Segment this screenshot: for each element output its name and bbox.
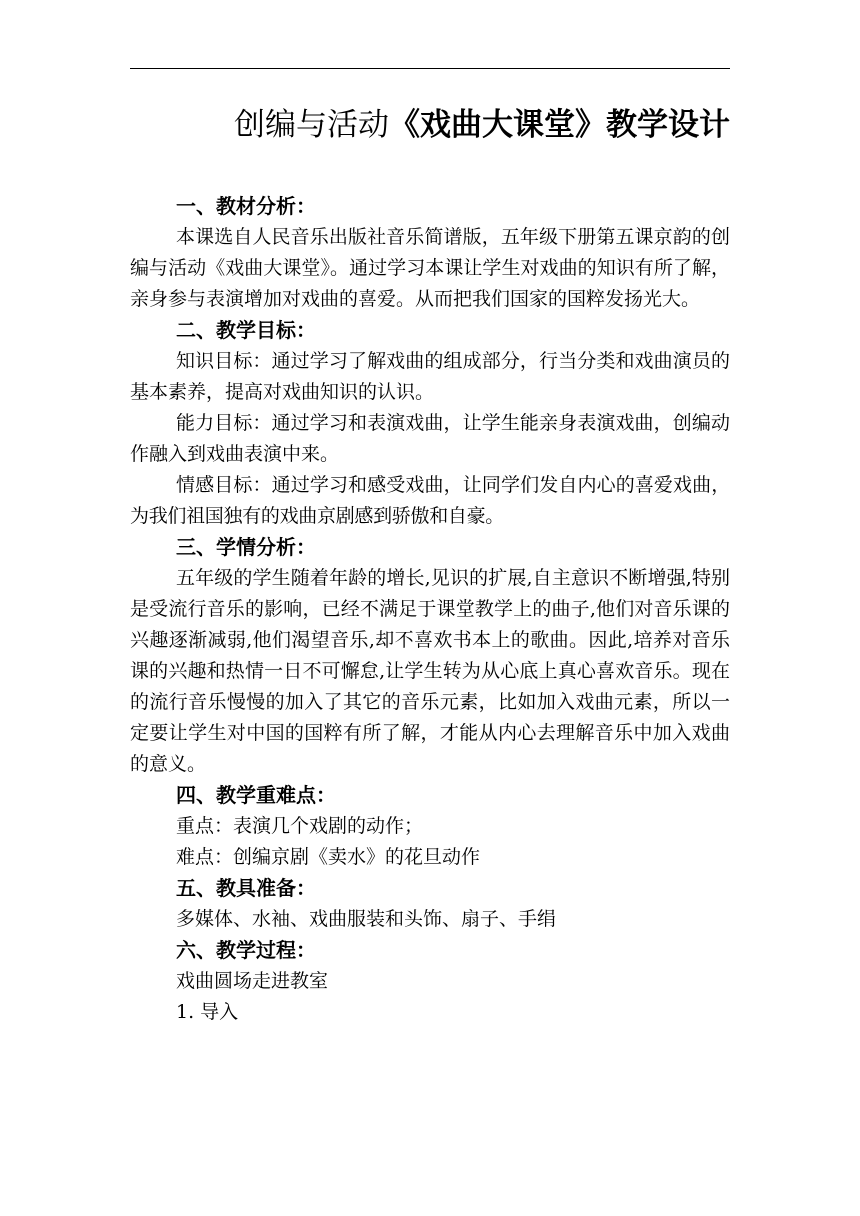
page-title [130,100,730,150]
section-heading-2: 二、教学目标： [176,318,316,342]
paragraph-difficult-point: 难点：创编京剧《卖水》的花旦动作 [176,846,481,868]
paragraph-knowledge-goal: 知识目标：通过学习了解戏曲的组成部分，行当分类和戏曲演员的基本素养，提高对戏曲知识的认识。 [130,350,730,403]
title-bold: 《戏曲大课堂》教学设计 [389,107,730,143]
header-rule [130,68,730,69]
section-heading-4: 四、教学重难点： [176,783,336,807]
paragraph-teaching-aids: 多媒体、水袖、戏曲服装和头饰、扇子、手绢 [176,908,557,930]
paragraph-step-1: 1. 导入 [176,1001,239,1023]
title-plain: 创编与活动 [234,107,389,143]
section-heading-1: 一、教材分析： [176,194,316,218]
section-heading-5: 五、教具准备： [176,876,316,900]
paragraph-emotion-goal: 情感目标：通过学习和感受戏曲，让同学们发自内心的喜爱戏曲，为我们祖国独有的戏曲京剧感到骄傲和自豪。 [130,474,730,527]
paragraph-textbook-analysis: 本课选自人民音乐出版社音乐简谱版，五年级下册第五课京韵的创编与活动《戏曲大课堂》。通过学习本课让学生对戏曲的知识有所了解，亲身参与表演增加对戏曲的喜爱。从而把我们国家的国粹发扬光大。 [130,226,730,310]
paragraph-key-point: 重点：表演几个戏剧的动作； [176,815,424,837]
paragraph-ability-goal: 能力目标：通过学习和表演戏曲，让学生能亲身表演戏曲，创编动作融入到戏曲表演中来。 [130,412,730,465]
paragraph-process-intro: 戏曲圆场走进教室 [176,970,329,992]
section-heading-6: 六、教学过程： [176,938,316,962]
paragraph-student-analysis: 五年级的学生随着年龄的增长,见识的扩展,自主意识不断增强,特别是受流行音乐的影响，已经不满足于课堂教学上的曲子,他们对音乐课的兴趣逐渐减弱,他们渴望音乐,却不喜欢书本上的歌曲。因此,培养对音乐课的兴趣和热情一日不可懈怠,让学生转为从心底上真心喜欢音乐。现在的流行音乐慢慢的加入了其它的音乐元素，比如加入戏曲元素，所以一定要让学生对中国的国粹有所了解，才能从内心去理解音乐中加入戏曲的意义。 [130,567,730,775]
document-body [130,191,730,1028]
section-heading-3: 三、学情分析： [176,535,316,559]
